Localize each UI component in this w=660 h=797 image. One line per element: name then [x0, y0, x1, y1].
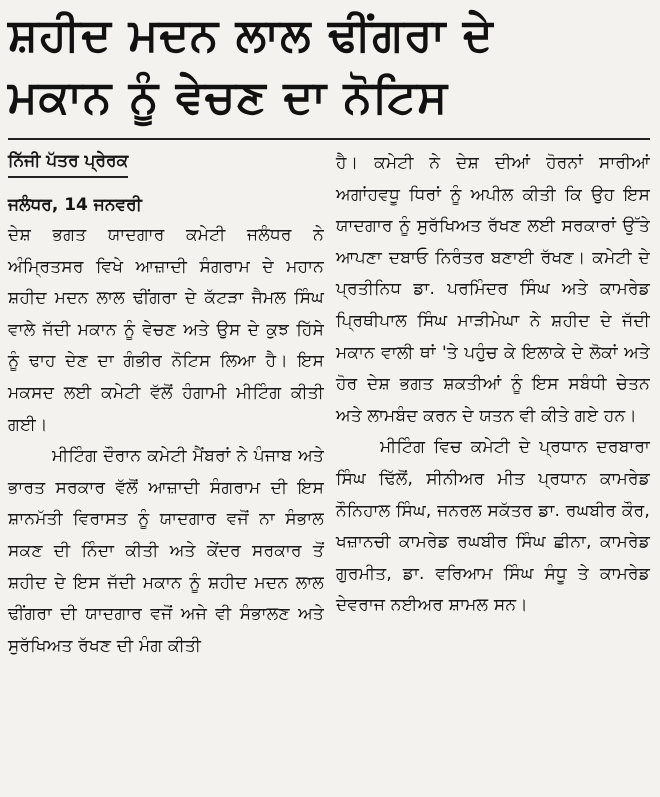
article-columns [8, 148, 650, 662]
dateline: ਜਲੰਧਰ, 14 ਜਨਵਰੀ [8, 195, 142, 215]
paragraph-2: ਮੀਟਿੰਗ ਦੌਰਾਨ ਕਮੇਟੀ ਮੈਂਬਰਾਂ ਨੇ ਪੰਜਾਬ ਅਤੇ ਭਾਰਤ ਸਰਕਾਰ ਵੱਲੋਂ ਆਜ਼ਾਦੀ ਸੰਗਰਾਮ ਦੀ ਇਸ ਸ਼ਾਨਮੱਤੀ ਵਿਰਾਸਤ ਨੂੰ ਯਾਦਗਾਰ ਵਜੋਂ ਨਾ ਸੰਭਾਲ ਸਕਣ ਦੀ ਨਿੰਦਾ ਕੀਤੀ ਅਤੇ ਕੇਂਦਰ ਸਰਕਾਰ ਤੋਂ ਸ਼ਹੀਦ ਦੇ ਇਸ ਜੱਦੀ ਮਕਾਨ ਨੂੰ ਸ਼ਹੀਦ ਮਦਨ ਲਾਲ ਢੀਂਗਰਾ ਦੀ ਯਾਦਗਾਰ ਵਜੋਂ ਅਜੇ ਵੀ ਸੰਭਾਲਣ ਅਤੇ ਸੁਰੱਖਿਅਤ ਰੱਖਣ ਦੀ ਮੰਗ ਕੀਤੀ [8, 446, 324, 656]
column-right [336, 148, 650, 662]
byline: ਨਿੱਜੀ ਪੱਤਰ ਪ੍ਰੇਰਕ [8, 151, 129, 171]
paragraph-1: ਦੇਸ਼ ਭਗਤ ਯਾਦਗਾਰ ਕਮੇਟੀ ਜਲੰਧਰ ਨੇ ਅੰਮ੍ਰਿਤਸਰ ਵਿਖੇ ਆਜ਼ਾਦੀ ਸੰਗਰਾਮ ਦੇ ਮਹਾਨ ਸ਼ਹੀਦ ਮਦਨ ਲਾਲ ਢੀਂਗਰਾ ਦੇ ਕੱਟੜਾ ਜੈਮਲ ਸਿੰਘ ਵਾਲੇ ਜੱਦੀ ਮਕਾਨ ਨੂੰ ਵੇਚਣ ਅਤੇ ਉਸ ਦੇ ਕੁਝ ਹਿੱਸੇ ਨੂੰ ਢਾਹ ਦੇਣ ਦਾ ਗੰਭੀਰ ਨੋਟਿਸ ਲਿਆ ਹੈ। ਇਸ ਮਕਸਦ ਲਈ ਕਮੇਟੀ ਵੱਲੋਂ ਹੰਗਾਮੀ ਮੀਟਿੰਗ ਕੀਤੀ ਗਈ। [8, 225, 324, 435]
headline-line-1: ਸ਼ਹੀਦ ਮਦਨ ਲਾਲ ਢੀਂਗਰਾ ਦੇ [8, 8, 494, 61]
headline-divider [8, 138, 650, 140]
headline-line-2: ਮਕਾਨ ਨੂੰ ਵੇਚਣ ਦਾ ਨੋਟਿਸ [8, 70, 449, 123]
paragraph-4: ਮੀਟਿੰਗ ਵਿਚ ਕਮੇਟੀ ਦੇ ਪ੍ਰਧਾਨ ਦਰਬਾਰਾ ਸਿੰਘ ਢਿੱਲੋਂ, ਸੀਨੀਅਰ ਮੀਤ ਪ੍ਰਧਾਨ ਕਾਮਰੇਡ ਨੌਨਿਹਾਲ ਸਿੰਘ, ਜਨਰਲ ਸਕੱਤਰ ਡਾ. ਰਘਬੀਰ ਕੌਰ, ਖਜ਼ਾਨਚੀ ਕਾਮਰੇਡ ਰਘਬੀਰ ਸਿੰਘ ਛੀਨਾ, ਕਾਮਰੇਡ ਗੁਰਮੀਤ, ਡਾ. ਵਰਿਆਮ ਸਿੰਘ ਸੰਧੂ ਤੇ ਕਾਮਰੇਡ ਦੇਵਰਾਜ ਨਈਅਰ ਸ਼ਾਮਲ ਸਨ। [336, 437, 650, 616]
byline-block [8, 148, 128, 178]
column-left [8, 148, 324, 662]
headline [8, 4, 650, 128]
paragraph-3: ਹੈ। ਕਮੇਟੀ ਨੇ ਦੇਸ਼ ਦੀਆਂ ਹੋਰਨਾਂ ਸਾਰੀਆਂ ਅਗਾਂਹਵਧੂ ਧਿਰਾਂ ਨੂੰ ਅਪੀਲ ਕੀਤੀ ਕਿ ਉਹ ਇਸ ਯਾਦਗਾਰ ਨੂੰ ਸੁਰੱਖਿਅਤ ਰੱਖਣ ਲਈ ਸਰਕਾਰਾਂ ਉੱਤੇ ਆਪਣਾ ਦਬਾਓ ਨਿਰੰਤਰ ਬਣਾਈ ਰੱਖਣ। ਕਮੇਟੀ ਦੇ ਪ੍ਰਤੀਨਿਧ ਡਾ. ਪਰਮਿੰਦਰ ਸਿੰਘ ਅਤੇ ਕਾਮਰੇਡ ਪ੍ਰਿਥੀਪਾਲ ਸਿੰਘ ਮਾੜੀਮੇਘਾ ਨੇ ਸ਼ਹੀਦ ਦੇ ਜੱਦੀ ਮਕਾਨ ਵਾਲੀ ਥਾਂ 'ਤੇ ਪਹੁੰਚ ਕੇ ਇਲਾਕੇ ਦੇ ਲੋਕਾਂ ਅਤੇ ਹੋਰ ਦੇਸ਼ ਭਗਤ ਸ਼ਕਤੀਆਂ ਨੂੰ ਇਸ ਸਬੰਧੀ ਚੇਤਨ ਅਤੇ ਲਾਮਬੰਦ ਕਰਨ ਦੇ ਯਤਨ ਵੀ ਕੀਤੇ ਗਏ ਹਨ। [336, 153, 650, 426]
